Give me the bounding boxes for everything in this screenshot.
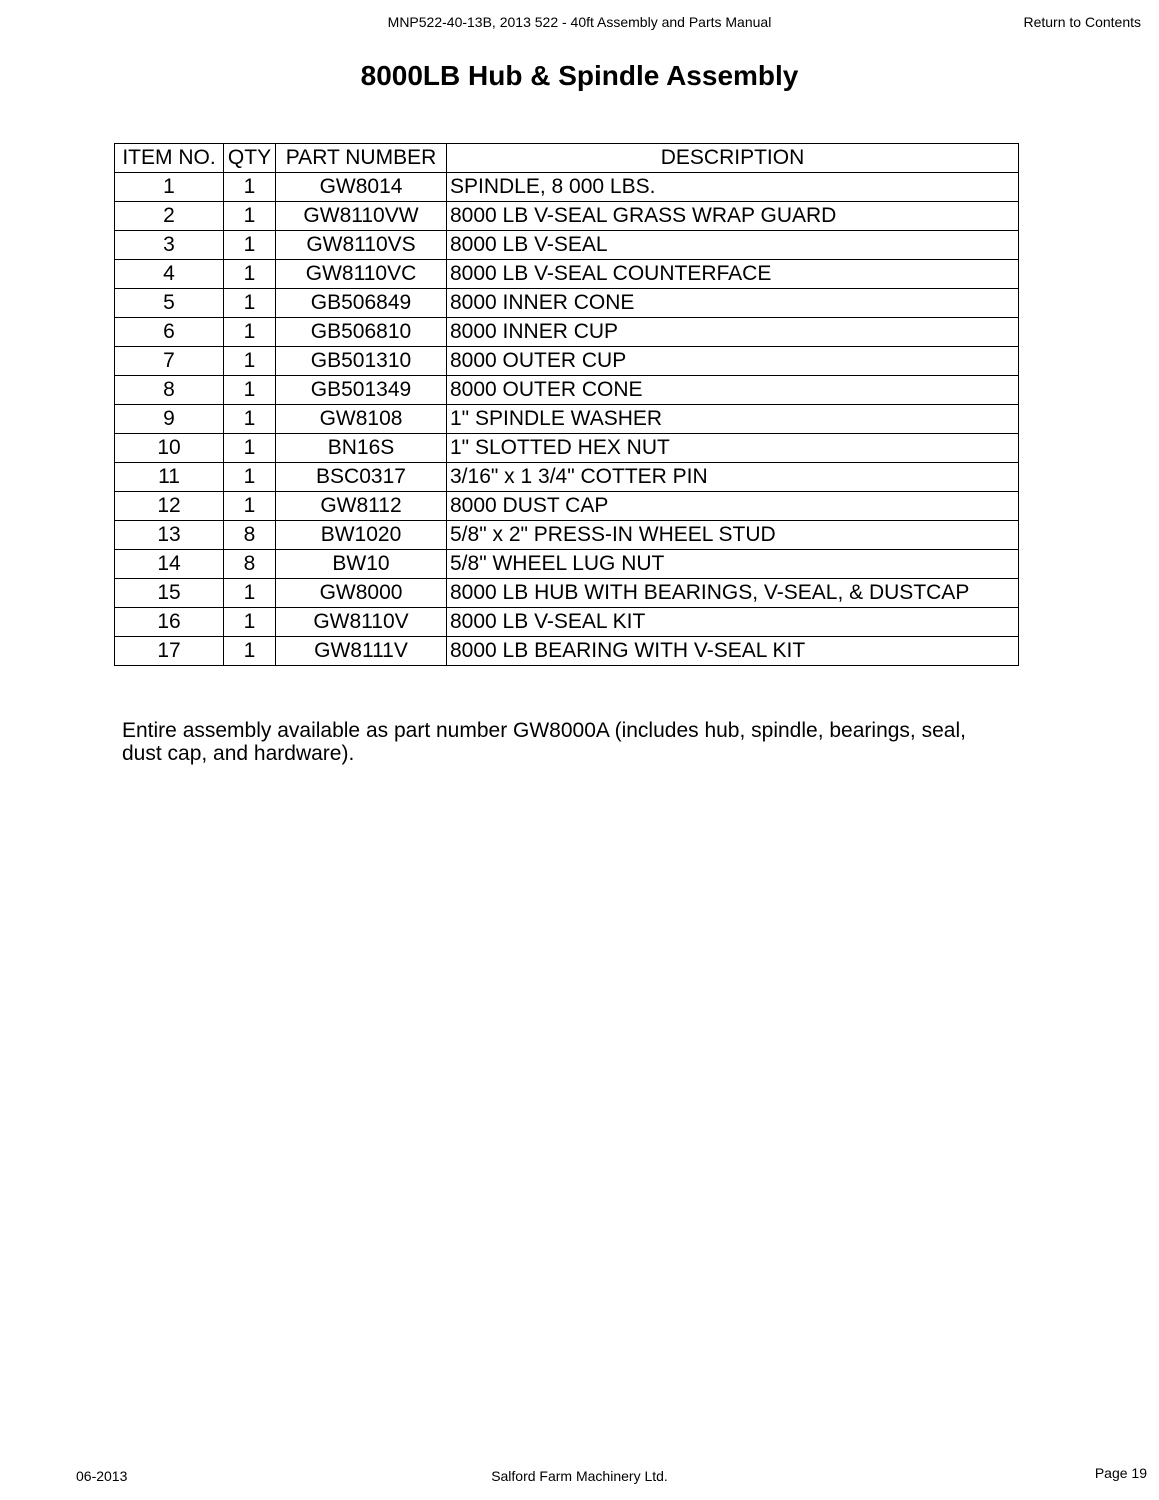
column-header-qty: QTY bbox=[224, 144, 276, 173]
cell-item-no: 11 bbox=[115, 463, 224, 492]
table-row bbox=[115, 260, 1019, 289]
parts-table-body bbox=[115, 173, 1019, 666]
cell-qty: 1 bbox=[224, 376, 276, 405]
cell-description: 8000 OUTER CONE bbox=[447, 376, 1019, 405]
cell-part-number: GW8110V bbox=[276, 608, 447, 637]
page-title: 8000LB Hub & Spindle Assembly bbox=[360, 60, 799, 91]
assembly-note: Entire assembly available as part number GW8000A (includes hub, spindle, bearings, seal, dust cap, and hardware). bbox=[122, 719, 966, 765]
cell-description: 3/16" x 1 3/4" COTTER PIN bbox=[447, 463, 1019, 492]
cell-qty: 1 bbox=[224, 202, 276, 231]
cell-description: 8000 INNER CUP bbox=[447, 318, 1019, 347]
cell-part-number: GW8110VC bbox=[276, 260, 447, 289]
table-row bbox=[115, 492, 1019, 521]
cell-item-no: 3 bbox=[115, 231, 224, 260]
table-row bbox=[115, 608, 1019, 637]
cell-item-no: 7 bbox=[115, 347, 224, 376]
table-row bbox=[115, 550, 1019, 579]
cell-part-number: GW8000 bbox=[276, 579, 447, 608]
cell-item-no: 8 bbox=[115, 376, 224, 405]
cell-item-no: 16 bbox=[115, 608, 224, 637]
cell-qty: 1 bbox=[224, 608, 276, 637]
cell-item-no: 9 bbox=[115, 405, 224, 434]
table-row bbox=[115, 347, 1019, 376]
footer-company: Salford Farm Machinery Ltd. bbox=[491, 1468, 668, 1484]
table-row bbox=[115, 231, 1019, 260]
table-row bbox=[115, 405, 1019, 434]
table-row bbox=[115, 434, 1019, 463]
table-row bbox=[115, 202, 1019, 231]
cell-description: 1" SPINDLE WASHER bbox=[447, 405, 1019, 434]
cell-item-no: 1 bbox=[115, 173, 224, 202]
cell-qty: 1 bbox=[224, 289, 276, 318]
cell-qty: 8 bbox=[224, 550, 276, 579]
cell-part-number: BW1020 bbox=[276, 521, 447, 550]
table-row bbox=[115, 173, 1019, 202]
cell-description: 8000 LB V-SEAL GRASS WRAP GUARD bbox=[447, 202, 1019, 231]
cell-description: 5/8" WHEEL LUG NUT bbox=[447, 550, 1019, 579]
cell-description: 8000 OUTER CUP bbox=[447, 347, 1019, 376]
table-row bbox=[115, 289, 1019, 318]
cell-qty: 1 bbox=[224, 579, 276, 608]
cell-item-no: 10 bbox=[115, 434, 224, 463]
cell-part-number: BN16S bbox=[276, 434, 447, 463]
cell-item-no: 2 bbox=[115, 202, 224, 231]
cell-description: 1" SLOTTED HEX NUT bbox=[447, 434, 1019, 463]
document-header-title: MNP522-40-13B, 2013 522 - 40ft Assembly and Parts Manual bbox=[387, 14, 772, 30]
cell-part-number: GW8111V bbox=[276, 637, 447, 666]
cell-part-number: GB506849 bbox=[276, 289, 447, 318]
cell-qty: 1 bbox=[224, 173, 276, 202]
cell-part-number: GW8110VS bbox=[276, 231, 447, 260]
table-header-row bbox=[115, 144, 1019, 173]
cell-part-number: GB501310 bbox=[276, 347, 447, 376]
cell-qty: 8 bbox=[224, 521, 276, 550]
cell-part-number: GB506810 bbox=[276, 318, 447, 347]
table-row bbox=[115, 637, 1019, 666]
cell-description: 8000 INNER CONE bbox=[447, 289, 1019, 318]
cell-item-no: 17 bbox=[115, 637, 224, 666]
column-header-part-number: PART NUMBER bbox=[276, 144, 447, 173]
cell-description: SPINDLE, 8 000 LBS. bbox=[447, 173, 1019, 202]
table-row bbox=[115, 318, 1019, 347]
cell-part-number: GW8014 bbox=[276, 173, 447, 202]
cell-qty: 1 bbox=[224, 492, 276, 521]
cell-description: 8000 LB HUB WITH BEARINGS, V-SEAL, & DUSTCAP bbox=[447, 579, 1019, 608]
cell-description: 8000 LB BEARING WITH V-SEAL KIT bbox=[447, 637, 1019, 666]
cell-item-no: 12 bbox=[115, 492, 224, 521]
table-row bbox=[115, 521, 1019, 550]
cell-qty: 1 bbox=[224, 231, 276, 260]
cell-part-number: GB501349 bbox=[276, 376, 447, 405]
footer-page-number: Page 19 bbox=[1094, 1465, 1147, 1481]
cell-description: 5/8" x 2" PRESS-IN WHEEL STUD bbox=[447, 521, 1019, 550]
table-row bbox=[115, 376, 1019, 405]
cell-qty: 1 bbox=[224, 318, 276, 347]
cell-part-number: GW8112 bbox=[276, 492, 447, 521]
footer-date: 06-2013 bbox=[76, 1468, 128, 1484]
cell-part-number: GW8110VW bbox=[276, 202, 447, 231]
cell-description: 8000 LB V-SEAL COUNTERFACE bbox=[447, 260, 1019, 289]
cell-qty: 1 bbox=[224, 347, 276, 376]
cell-part-number: BSC0317 bbox=[276, 463, 447, 492]
return-to-contents-link[interactable]: Return to Contents bbox=[1023, 14, 1141, 30]
cell-description: 8000 DUST CAP bbox=[447, 492, 1019, 521]
cell-qty: 1 bbox=[224, 260, 276, 289]
table-row bbox=[115, 579, 1019, 608]
cell-item-no: 4 bbox=[115, 260, 224, 289]
cell-qty: 1 bbox=[224, 637, 276, 666]
table-row bbox=[115, 463, 1019, 492]
parts-table bbox=[114, 143, 1019, 666]
cell-item-no: 6 bbox=[115, 318, 224, 347]
column-header-description: DESCRIPTION bbox=[447, 144, 1019, 173]
cell-description: 8000 LB V-SEAL KIT bbox=[447, 608, 1019, 637]
cell-qty: 1 bbox=[224, 434, 276, 463]
column-header-item-no: ITEM NO. bbox=[115, 144, 224, 173]
cell-part-number: BW10 bbox=[276, 550, 447, 579]
cell-qty: 1 bbox=[224, 405, 276, 434]
cell-part-number: GW8108 bbox=[276, 405, 447, 434]
cell-item-no: 13 bbox=[115, 521, 224, 550]
cell-item-no: 15 bbox=[115, 579, 224, 608]
cell-item-no: 14 bbox=[115, 550, 224, 579]
cell-item-no: 5 bbox=[115, 289, 224, 318]
cell-description: 8000 LB V-SEAL bbox=[447, 231, 1019, 260]
cell-qty: 1 bbox=[224, 463, 276, 492]
